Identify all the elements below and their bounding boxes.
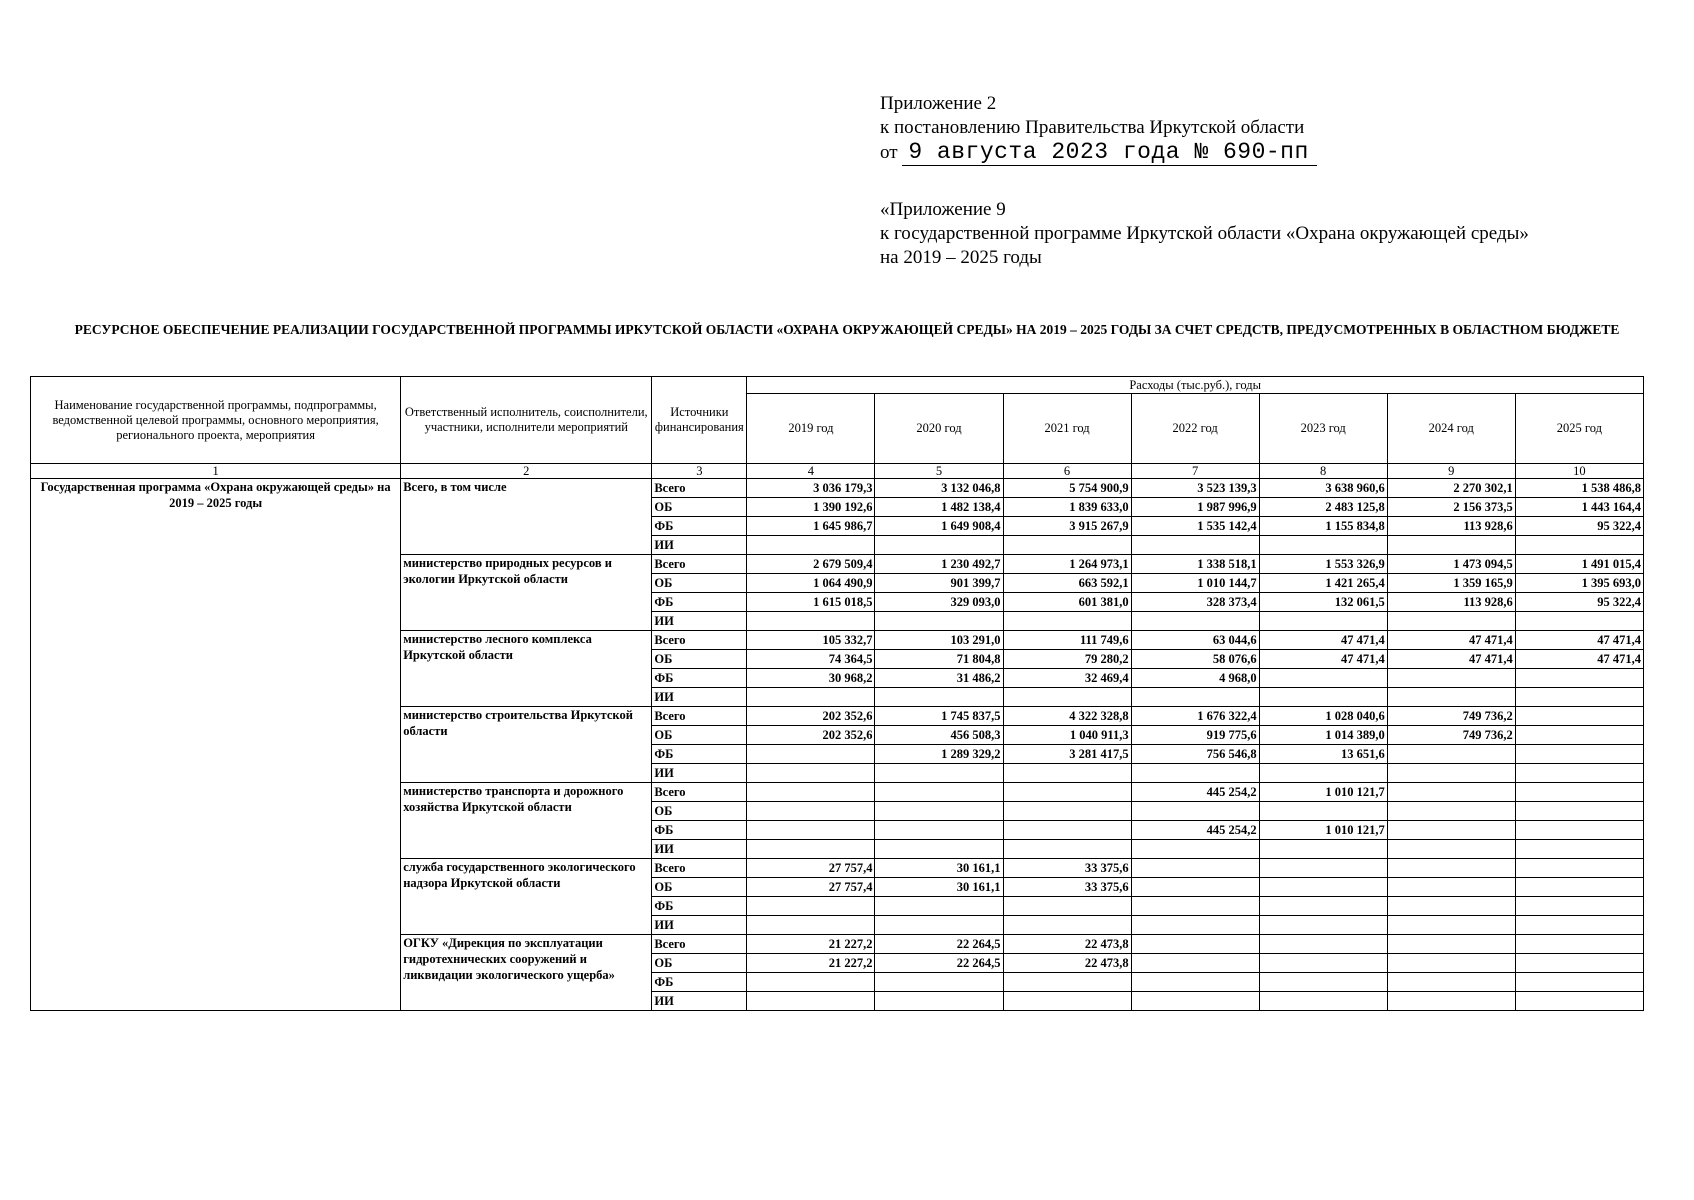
year-header: 2019 год: [747, 394, 875, 464]
value-cell: [875, 802, 1003, 821]
value-cell: [1515, 859, 1643, 878]
source-cell: Всего: [652, 935, 747, 954]
value-cell: [747, 897, 875, 916]
value-cell: 30 161,1: [875, 859, 1003, 878]
resolution-date-number: 9 августа 2023 года № 690-пп: [902, 139, 1316, 166]
value-cell: [1515, 745, 1643, 764]
value-cell: [875, 783, 1003, 802]
resolution-date-line: [880, 140, 1317, 165]
value-cell: 22 264,5: [875, 954, 1003, 973]
value-cell: 1 987 996,9: [1131, 498, 1259, 517]
value-cell: [1515, 783, 1643, 802]
value-cell: 2 679 509,4: [747, 555, 875, 574]
value-cell: [747, 764, 875, 783]
source-cell: ОБ: [652, 650, 747, 669]
budget-table: [30, 376, 1644, 1011]
value-cell: [1387, 688, 1515, 707]
value-cell: 113 928,6: [1387, 517, 1515, 536]
value-cell: [1515, 669, 1643, 688]
header-expenses: Расходы (тыс.руб.), годы: [747, 377, 1644, 394]
value-cell: [1131, 688, 1259, 707]
column-number: 5: [875, 464, 1003, 479]
value-cell: 58 076,6: [1131, 650, 1259, 669]
executor-cell: министерство природных ресурсов и экологии Иркутской области: [401, 555, 652, 631]
resolution-label: к постановлению Правительства Иркутской области: [880, 117, 1305, 138]
column-number: 7: [1131, 464, 1259, 479]
value-cell: 1 390 192,6: [747, 498, 875, 517]
value-cell: 3 523 139,3: [1131, 479, 1259, 498]
value-cell: [747, 688, 875, 707]
quoted-years-label: на 2019 – 2025 годы: [880, 247, 1042, 268]
value-cell: [1387, 764, 1515, 783]
value-cell: 328 373,4: [1131, 593, 1259, 612]
value-cell: [1515, 688, 1643, 707]
source-cell: ОБ: [652, 574, 747, 593]
value-cell: [1515, 897, 1643, 916]
value-cell: [875, 973, 1003, 992]
value-cell: [875, 840, 1003, 859]
value-cell: 1 553 326,9: [1259, 555, 1387, 574]
value-cell: 47 471,4: [1387, 650, 1515, 669]
value-cell: [747, 745, 875, 764]
value-cell: 1 443 164,4: [1515, 498, 1643, 517]
value-cell: 1 473 094,5: [1387, 555, 1515, 574]
value-cell: 103 291,0: [875, 631, 1003, 650]
value-cell: [875, 897, 1003, 916]
value-cell: [1131, 935, 1259, 954]
value-cell: [1515, 726, 1643, 745]
value-cell: 756 546,8: [1131, 745, 1259, 764]
value-cell: 113 928,6: [1387, 593, 1515, 612]
value-cell: 1 649 908,4: [875, 517, 1003, 536]
column-number: 2: [401, 464, 652, 479]
value-cell: [1003, 916, 1131, 935]
value-cell: [1003, 973, 1131, 992]
source-cell: Всего: [652, 707, 747, 726]
value-cell: 13 651,6: [1259, 745, 1387, 764]
value-cell: 1 010 121,7: [1259, 783, 1387, 802]
value-cell: [1515, 612, 1643, 631]
value-cell: [747, 992, 875, 1011]
column-number: 3: [652, 464, 747, 479]
header-name-column: Наименование государственной программы, подпрограммы, ведомственной целевой программы, основного мероприятия, регионального проекта, мероприятия: [31, 377, 401, 464]
value-cell: 1 010 144,7: [1131, 574, 1259, 593]
source-cell: ИИ: [652, 612, 747, 631]
value-cell: [1131, 973, 1259, 992]
source-cell: ИИ: [652, 916, 747, 935]
source-cell: ОБ: [652, 878, 747, 897]
value-cell: 1 421 265,4: [1259, 574, 1387, 593]
source-cell: ИИ: [652, 992, 747, 1011]
value-cell: 1 289 329,2: [875, 745, 1003, 764]
column-number: 9: [1387, 464, 1515, 479]
executor-cell: министерство строительства Иркутской области: [401, 707, 652, 783]
value-cell: 47 471,4: [1259, 631, 1387, 650]
source-cell: ФБ: [652, 593, 747, 612]
value-cell: 1 395 693,0: [1515, 574, 1643, 593]
value-cell: 47 471,4: [1259, 650, 1387, 669]
value-cell: [1515, 954, 1643, 973]
value-cell: [875, 821, 1003, 840]
value-cell: 1 010 121,7: [1259, 821, 1387, 840]
value-cell: 445 254,2: [1131, 821, 1259, 840]
source-cell: ИИ: [652, 688, 747, 707]
value-cell: 3 036 179,3: [747, 479, 875, 498]
value-cell: [875, 612, 1003, 631]
value-cell: 1 538 486,8: [1515, 479, 1643, 498]
header-executor-column: Ответственный исполнитель, соисполнители, участники, исполнители мероприятий: [401, 377, 652, 464]
value-cell: 3 638 960,6: [1259, 479, 1387, 498]
value-cell: [1259, 916, 1387, 935]
value-cell: 22 473,8: [1003, 935, 1131, 954]
value-cell: [1515, 536, 1643, 555]
source-cell: ФБ: [652, 821, 747, 840]
value-cell: 21 227,2: [747, 954, 875, 973]
year-header: 2025 год: [1515, 394, 1643, 464]
executor-cell: Всего, в том числе: [401, 479, 652, 555]
value-cell: 3 915 267,9: [1003, 517, 1131, 536]
value-cell: 47 471,4: [1515, 650, 1643, 669]
column-number: 8: [1259, 464, 1387, 479]
value-cell: [1259, 859, 1387, 878]
value-cell: [1387, 536, 1515, 555]
value-cell: [1003, 764, 1131, 783]
value-cell: 1 615 018,5: [747, 593, 875, 612]
value-cell: 30 161,1: [875, 878, 1003, 897]
value-cell: [1515, 916, 1643, 935]
value-cell: 95 322,4: [1515, 517, 1643, 536]
value-cell: [1259, 802, 1387, 821]
value-cell: 445 254,2: [1131, 783, 1259, 802]
value-cell: [1387, 992, 1515, 1011]
appendix-label: Приложение 2: [880, 93, 997, 114]
value-cell: [875, 764, 1003, 783]
source-cell: ОБ: [652, 498, 747, 517]
value-cell: [1387, 783, 1515, 802]
value-cell: 749 736,2: [1387, 726, 1515, 745]
source-cell: ФБ: [652, 973, 747, 992]
value-cell: [1259, 992, 1387, 1011]
executor-cell: ОГКУ «Дирекция по эксплуатации гидротехнических сооружений и ликвидации экологического ущерба»: [401, 935, 652, 1011]
value-cell: 22 264,5: [875, 935, 1003, 954]
value-cell: [1515, 840, 1643, 859]
value-cell: [1259, 612, 1387, 631]
quoted-appendix-label: «Приложение 9: [880, 199, 1006, 220]
value-cell: 74 364,5: [747, 650, 875, 669]
from-label: от: [880, 142, 898, 163]
value-cell: [1259, 954, 1387, 973]
value-cell: [1387, 669, 1515, 688]
source-cell: ФБ: [652, 745, 747, 764]
executor-cell: служба государственного экологического надзора Иркутской области: [401, 859, 652, 935]
value-cell: 3 132 046,8: [875, 479, 1003, 498]
column-number: 10: [1515, 464, 1643, 479]
value-cell: 22 473,8: [1003, 954, 1131, 973]
value-cell: [1515, 707, 1643, 726]
value-cell: [1131, 859, 1259, 878]
value-cell: [1387, 935, 1515, 954]
value-cell: 2 483 125,8: [1259, 498, 1387, 517]
value-cell: 1 014 389,0: [1259, 726, 1387, 745]
value-cell: 33 375,6: [1003, 878, 1131, 897]
value-cell: [1515, 992, 1643, 1011]
value-cell: [1003, 536, 1131, 555]
value-cell: 111 749,6: [1003, 631, 1131, 650]
value-cell: 21 227,2: [747, 935, 875, 954]
value-cell: [1387, 897, 1515, 916]
value-cell: 1 064 490,9: [747, 574, 875, 593]
year-header: 2021 год: [1003, 394, 1131, 464]
value-cell: [1515, 764, 1643, 783]
value-cell: [747, 536, 875, 555]
value-cell: 1 535 142,4: [1131, 517, 1259, 536]
value-cell: [1387, 821, 1515, 840]
value-cell: 47 471,4: [1515, 631, 1643, 650]
value-cell: [1131, 954, 1259, 973]
value-cell: [1259, 878, 1387, 897]
value-cell: 202 352,6: [747, 726, 875, 745]
appendix-header: [880, 92, 1317, 165]
value-cell: 202 352,6: [747, 707, 875, 726]
source-cell: ФБ: [652, 669, 747, 688]
value-cell: [1131, 992, 1259, 1011]
value-cell: 95 322,4: [1515, 593, 1643, 612]
source-cell: Всего: [652, 479, 747, 498]
source-cell: Всего: [652, 555, 747, 574]
value-cell: [1259, 764, 1387, 783]
executor-cell: министерство транспорта и дорожного хозяйства Иркутской области: [401, 783, 652, 859]
value-cell: [747, 973, 875, 992]
value-cell: 1 645 986,7: [747, 517, 875, 536]
value-cell: 4 322 328,8: [1003, 707, 1131, 726]
value-cell: [1131, 878, 1259, 897]
value-cell: 601 381,0: [1003, 593, 1131, 612]
value-cell: 1 155 834,8: [1259, 517, 1387, 536]
value-cell: [1515, 821, 1643, 840]
value-cell: [875, 992, 1003, 1011]
value-cell: [875, 688, 1003, 707]
value-cell: 1 676 322,4: [1131, 707, 1259, 726]
value-cell: 30 968,2: [747, 669, 875, 688]
column-number: 4: [747, 464, 875, 479]
value-cell: [1515, 935, 1643, 954]
value-cell: 79 280,2: [1003, 650, 1131, 669]
value-cell: [1259, 897, 1387, 916]
value-cell: [1387, 840, 1515, 859]
value-cell: [1259, 840, 1387, 859]
value-cell: 32 469,4: [1003, 669, 1131, 688]
value-cell: 5 754 900,9: [1003, 479, 1131, 498]
value-cell: 1 040 911,3: [1003, 726, 1131, 745]
column-number: 6: [1003, 464, 1131, 479]
source-cell: ИИ: [652, 840, 747, 859]
value-cell: [1387, 612, 1515, 631]
value-cell: 27 757,4: [747, 878, 875, 897]
value-cell: [1003, 612, 1131, 631]
header-source-column: Источники финансирования: [652, 377, 747, 464]
value-cell: [1259, 973, 1387, 992]
value-cell: [1003, 897, 1131, 916]
value-cell: 1 338 518,1: [1131, 555, 1259, 574]
value-cell: [1131, 536, 1259, 555]
value-cell: [1131, 916, 1259, 935]
column-numbers-row: [31, 464, 1644, 479]
source-cell: ОБ: [652, 726, 747, 745]
value-cell: [1515, 973, 1643, 992]
value-cell: [1259, 935, 1387, 954]
value-cell: [747, 783, 875, 802]
value-cell: 1 028 040,6: [1259, 707, 1387, 726]
value-cell: 31 486,2: [875, 669, 1003, 688]
value-cell: 3 281 417,5: [1003, 745, 1131, 764]
value-cell: [1003, 840, 1131, 859]
executor-cell: министерство лесного комплекса Иркутской области: [401, 631, 652, 707]
source-cell: ОБ: [652, 802, 747, 821]
value-cell: 1 230 492,7: [875, 555, 1003, 574]
year-header: 2022 год: [1131, 394, 1259, 464]
value-cell: [1003, 783, 1131, 802]
value-cell: [747, 821, 875, 840]
value-cell: [1003, 821, 1131, 840]
column-number: 1: [31, 464, 401, 479]
value-cell: [1387, 973, 1515, 992]
value-cell: 1 264 973,1: [1003, 555, 1131, 574]
value-cell: [1131, 840, 1259, 859]
year-header: 2020 год: [875, 394, 1003, 464]
value-cell: [1003, 992, 1131, 1011]
value-cell: [747, 840, 875, 859]
value-cell: [747, 916, 875, 935]
value-cell: 749 736,2: [1387, 707, 1515, 726]
value-cell: 71 804,8: [875, 650, 1003, 669]
value-cell: 329 093,0: [875, 593, 1003, 612]
value-cell: [747, 612, 875, 631]
value-cell: [747, 802, 875, 821]
value-cell: [875, 916, 1003, 935]
value-cell: 901 399,7: [875, 574, 1003, 593]
value-cell: [1131, 802, 1259, 821]
value-cell: 663 592,1: [1003, 574, 1131, 593]
value-cell: [1131, 897, 1259, 916]
value-cell: [1131, 764, 1259, 783]
quoted-program-label: к государственной программе Иркутской области «Охрана окружающей среды»: [880, 223, 1529, 244]
value-cell: [1387, 859, 1515, 878]
value-cell: 2 156 373,5: [1387, 498, 1515, 517]
value-cell: 27 757,4: [747, 859, 875, 878]
value-cell: [1259, 688, 1387, 707]
source-cell: ИИ: [652, 764, 747, 783]
value-cell: [1131, 612, 1259, 631]
source-cell: ОБ: [652, 954, 747, 973]
value-cell: 1 359 165,9: [1387, 574, 1515, 593]
value-cell: 4 968,0: [1131, 669, 1259, 688]
source-cell: Всего: [652, 783, 747, 802]
value-cell: 105 332,7: [747, 631, 875, 650]
value-cell: [875, 536, 1003, 555]
quoted-appendix-header: [880, 198, 1529, 270]
value-cell: 919 775,6: [1131, 726, 1259, 745]
source-cell: ФБ: [652, 517, 747, 536]
program-name-cell: Государственная программа «Охрана окружающей среды» на 2019 – 2025 годы: [31, 479, 401, 1011]
value-cell: 63 044,6: [1131, 631, 1259, 650]
value-cell: [1259, 536, 1387, 555]
value-cell: 47 471,4: [1387, 631, 1515, 650]
value-cell: [1003, 802, 1131, 821]
value-cell: [1003, 688, 1131, 707]
source-cell: Всего: [652, 631, 747, 650]
source-cell: ИИ: [652, 536, 747, 555]
document-title: РЕСУРСНОЕ ОБЕСПЕЧЕНИЕ РЕАЛИЗАЦИИ ГОСУДАРСТВЕННОЙ ПРОГРАММЫ ИРКУТСКОЙ ОБЛАСТИ «ОХРАНА ОКРУЖАЮЩЕЙ СРЕДЫ» НА 2019 – 2025 ГОДЫ ЗА СЧЕТ СРЕДСТВ, ПРЕДУСМОТРЕННЫХ В ОБЛАСТНОМ БЮДЖЕТЕ: [74, 322, 1620, 337]
value-cell: [1515, 878, 1643, 897]
value-cell: [1387, 916, 1515, 935]
table-row: [31, 479, 1644, 498]
value-cell: 33 375,6: [1003, 859, 1131, 878]
value-cell: 1 745 837,5: [875, 707, 1003, 726]
value-cell: [1387, 954, 1515, 973]
year-header: 2024 год: [1387, 394, 1515, 464]
source-cell: Всего: [652, 859, 747, 878]
value-cell: 132 061,5: [1259, 593, 1387, 612]
value-cell: [1387, 802, 1515, 821]
value-cell: 1 839 633,0: [1003, 498, 1131, 517]
source-cell: ФБ: [652, 897, 747, 916]
value-cell: [1515, 802, 1643, 821]
value-cell: 1 482 138,4: [875, 498, 1003, 517]
value-cell: [1259, 669, 1387, 688]
value-cell: 456 508,3: [875, 726, 1003, 745]
value-cell: [1387, 745, 1515, 764]
value-cell: 1 491 015,4: [1515, 555, 1643, 574]
value-cell: 2 270 302,1: [1387, 479, 1515, 498]
value-cell: [1387, 878, 1515, 897]
year-header: 2023 год: [1259, 394, 1387, 464]
